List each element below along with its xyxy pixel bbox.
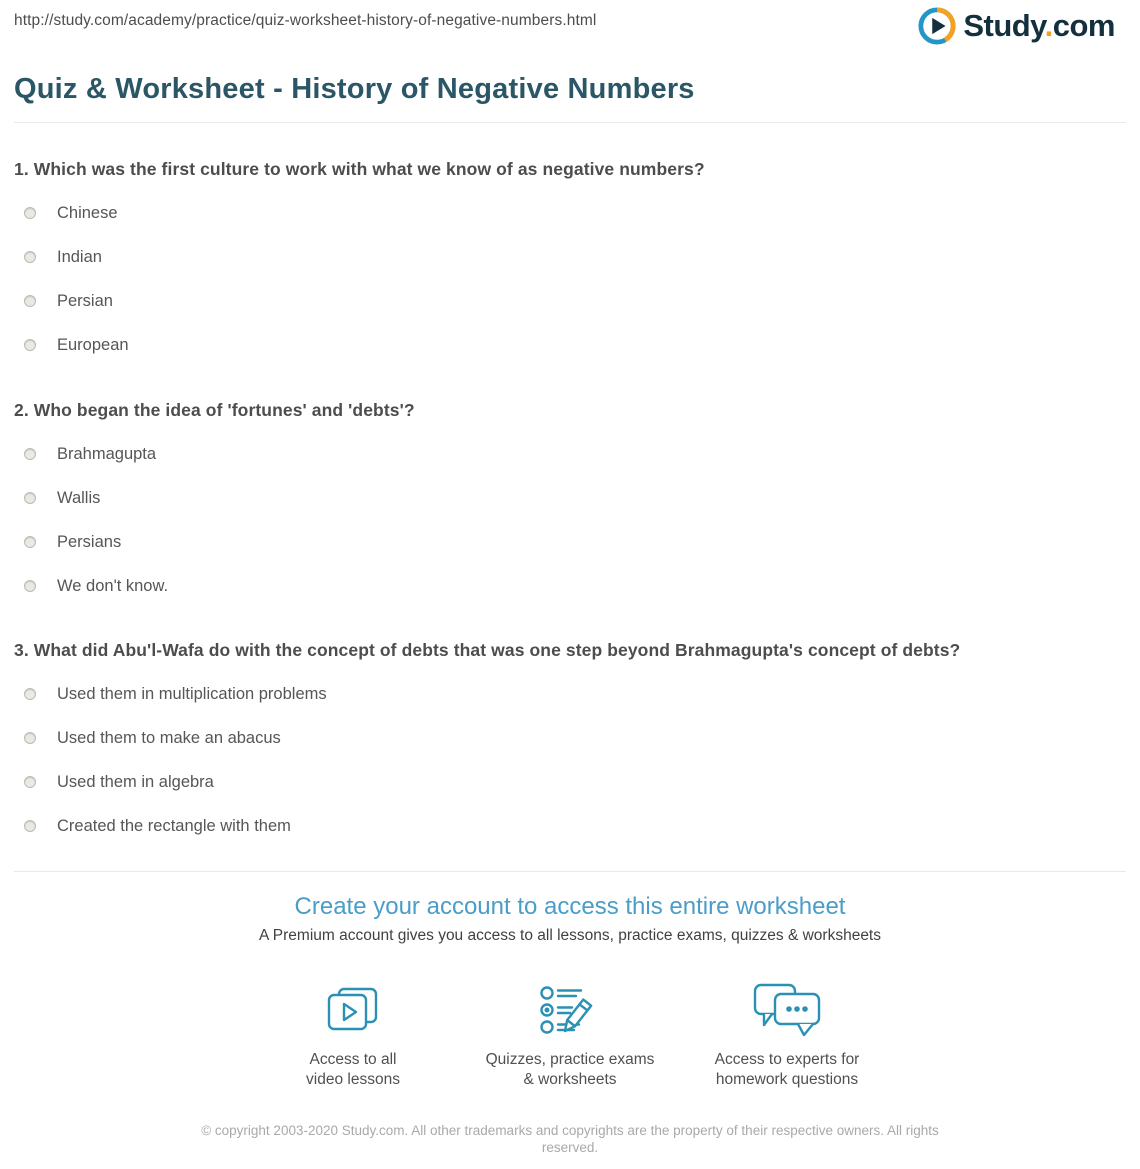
answer-option[interactable] <box>14 773 1126 791</box>
answer-label: Used them to make an abacus <box>57 728 281 747</box>
answer-option[interactable] <box>14 685 1126 703</box>
page-title: Quiz & Worksheet - History of Negative Numbers <box>14 73 695 105</box>
cta-heading: Create your account to access this entire worksheet <box>294 893 846 920</box>
radio-button[interactable] <box>24 536 36 548</box>
radio-button[interactable] <box>24 732 36 744</box>
logo-dot: . <box>1044 8 1053 43</box>
feature-label: Access to experts for homework questions <box>714 1051 860 1088</box>
question-2-text: 2. Who began the idea of 'fortunes' and 'debts'? <box>14 400 415 420</box>
question-2 <box>14 398 1126 595</box>
copyright-notice: © copyright 2003-2020 Study.com. All other trademarks and copyrights are the property of their respective owners. All rights reserved. <box>201 1123 939 1155</box>
answer-option[interactable] <box>14 336 1126 354</box>
radio-button[interactable] <box>24 251 36 263</box>
answer-label: Used them in algebra <box>57 772 214 791</box>
answer-option[interactable] <box>14 248 1126 266</box>
chat-experts-icon <box>679 980 896 1042</box>
page-url: http://study.com/academy/practice/quiz-worksheet-history-of-negative-numbers.html <box>14 12 597 29</box>
answer-option[interactable] <box>14 292 1126 310</box>
radio-button[interactable] <box>24 448 36 460</box>
quiz-questions <box>0 157 1140 835</box>
studycom-logo-text: Study.com <box>963 8 1115 43</box>
answer-label: Brahmagupta <box>57 444 157 463</box>
answer-label: Created the rectangle with them <box>57 816 291 835</box>
radio-button[interactable] <box>24 295 36 307</box>
answer-option[interactable] <box>14 533 1126 551</box>
quiz-worksheet-icon <box>462 980 679 1042</box>
answer-option[interactable] <box>14 729 1126 747</box>
video-lessons-icon <box>245 980 462 1042</box>
feature-list <box>0 980 1140 1090</box>
radio-button[interactable] <box>24 492 36 504</box>
feature-label: Quizzes, practice exams & worksheets <box>485 1051 655 1088</box>
radio-button[interactable] <box>24 207 36 219</box>
answer-label: Wallis <box>57 488 101 507</box>
cta-subheading: A Premium account gives you access to all lessons, practice exams, quizzes & worksheets <box>259 927 881 944</box>
answer-option[interactable] <box>14 817 1126 835</box>
feature-quizzes-worksheets <box>462 980 679 1090</box>
studycom-play-icon <box>918 7 956 45</box>
radio-button[interactable] <box>24 820 36 832</box>
radio-button[interactable] <box>24 339 36 351</box>
radio-button[interactable] <box>24 580 36 592</box>
answer-label: Persians <box>57 532 122 551</box>
feature-label: Access to all video lessons <box>306 1051 400 1088</box>
cta-divider <box>14 871 1126 872</box>
radio-button[interactable] <box>24 688 36 700</box>
answer-option[interactable] <box>14 489 1126 507</box>
answer-option[interactable] <box>14 445 1126 463</box>
cta-section <box>0 892 1140 1156</box>
studycom-logo[interactable] <box>918 7 1115 45</box>
answer-label: Persian <box>57 291 113 310</box>
answer-label: We don't know. <box>57 576 169 595</box>
title-divider <box>14 122 1126 123</box>
answer-option[interactable] <box>14 577 1126 595</box>
answer-label: European <box>57 335 129 354</box>
question-3-text: 3. What did Abu'l-Wafa do with the concept of debts that was one step beyond Brahmagupta's concept of debts? <box>14 640 961 660</box>
answer-option[interactable] <box>14 204 1126 222</box>
answer-label: Indian <box>57 247 102 266</box>
radio-button[interactable] <box>24 776 36 788</box>
feature-homework-experts <box>679 980 896 1090</box>
feature-video-lessons <box>245 980 462 1090</box>
answer-label: Chinese <box>57 203 118 222</box>
answer-label: Used them in multiplication problems <box>57 684 327 703</box>
question-1 <box>14 157 1126 354</box>
question-1-text: 1. Which was the first culture to work with what we know of as negative numbers? <box>14 159 705 179</box>
question-3 <box>14 638 1126 835</box>
header <box>0 0 1140 48</box>
